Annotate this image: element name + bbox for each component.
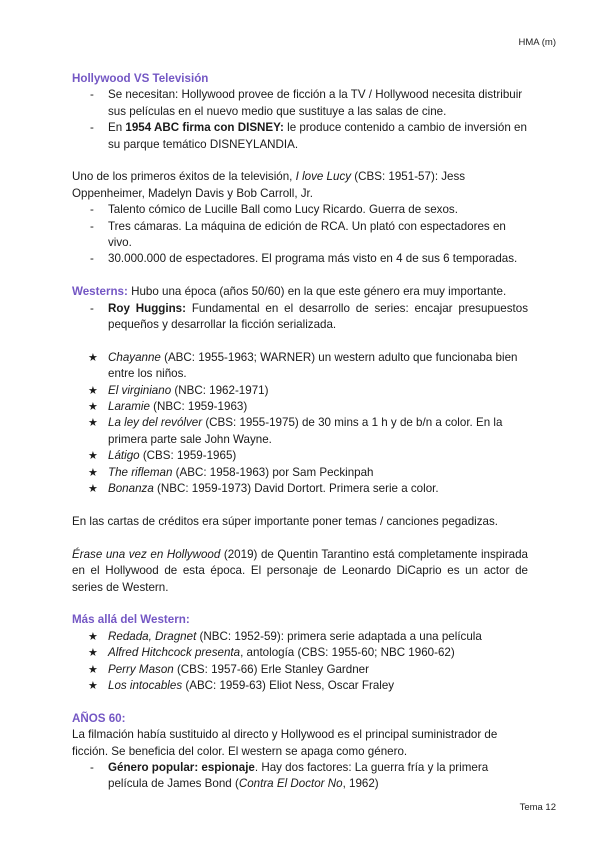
westerns-star-list xyxy=(72,350,528,498)
list-item: ★ The rifleman (ABC: 1958-1963) por Sam Peckinpah xyxy=(88,465,374,479)
lucy-paragraph: Uno de los primeros éxitos de la televisión, I love Lucy (CBS: 1951-57): Jess Oppenheimer, Madelyn Davis y Bob Carroll, Jr. xyxy=(72,170,466,200)
list-item: ★ Laramie (NBC: 1959-1963) xyxy=(88,400,248,414)
tarantino-paragraph: Érase una vez en Hollywood (2019) de Quentin Tarantino está completamente inspirada en el Hollywood de esta época. El personaje de Leonardo DiCaprio es un actor de series de Western. xyxy=(72,547,528,594)
list-item: ★ Látigo (CBS: 1959-1965) xyxy=(88,449,237,463)
footer-label: Tema 12 xyxy=(519,802,556,813)
list-item: ★ Chayanne (ABC: 1955-1963; WARNER) un western adulto que funcionaba bien entre los niños. xyxy=(88,350,518,381)
section-title-anos-60: AÑOS 60: xyxy=(72,711,126,725)
list-item: - Género popular: espionaje. Hay dos factores: La guerra fría y la primera película de James Bond (Contra El Doctor No, 1962) xyxy=(90,760,489,791)
mas-alla-list xyxy=(72,629,528,695)
list-item: ★ Los intocables (ABC: 1959-63) Eliot Ness, Oscar Fraley xyxy=(88,678,395,692)
page-content xyxy=(72,71,528,793)
list-item: ★ Redada, Dragnet (NBC: 1952-59): primera serie adaptada a una película xyxy=(88,629,482,643)
anos60-paragraph: La filmación había sustituido al directo y Hollywood es el principal suministrador de ficción. Se beneficia del color. El western se apaga como género. xyxy=(72,728,498,758)
lucy-list xyxy=(72,202,528,268)
list-item: ★ Bonanza (NBC: 1959-1973) David Dortort. Primera serie a color. xyxy=(88,482,439,496)
list-item: - 30.000.000 de espectadores. El programa más visto en 4 de sus 6 temporadas. xyxy=(90,252,518,266)
westerns-paragraph: Westerns: Hubo una época (años 50/60) en la que este género era muy importante. xyxy=(72,285,507,299)
westerns-dash-list xyxy=(72,301,528,334)
list-item: - Se necesitan: Hollywood provee de ficción a la TV / Hollywood necesita distribuir sus películas en el nuevo medio que sustituye a las salas de cine. xyxy=(90,88,523,118)
section-title-mas-alla: Más allá del Western: xyxy=(72,613,190,627)
list-item: ★ El virginiano (NBC: 1962-1971) xyxy=(88,383,269,397)
creditos-paragraph: En las cartas de créditos era súper importante poner temas / canciones pegadizas. xyxy=(72,514,498,528)
list-item: - En 1954 ABC firma con DISNEY: le produce contenido a cambio de inversión en su parque temático DISNEYLANDIA. xyxy=(90,121,527,151)
section-title-hollywood-tv: Hollywood VS Televisión xyxy=(72,72,209,85)
list-item: - Talento cómico de Lucille Ball como Lucy Ricardo. Guerra de sexos. xyxy=(90,203,458,217)
anos60-list xyxy=(72,760,528,793)
hollywood-tv-list xyxy=(72,87,528,153)
list-item: - Roy Huggins: Fundamental en el desarrollo de series: encajar presupuestos pequeños y desarrollar la ficción serializada. xyxy=(90,301,529,332)
list-item: ★ Perry Mason (CBS: 1957-66) Erle Stanley Gardner xyxy=(88,662,369,676)
list-item: - Tres cámaras. La máquina de edición de RCA. Un plató con espectadores en vivo. xyxy=(90,219,506,250)
list-item: ★ La ley del revólver (CBS: 1955-1975) de 30 mins a 1 h y de b/n a color. En la primera parte sale John Wayne. xyxy=(88,416,503,446)
header-label: HMA (m) xyxy=(518,37,556,48)
list-item: ★ Alfred Hitchcock presenta, antología (CBS: 1955-60; NBC 1960-62) xyxy=(88,646,455,660)
